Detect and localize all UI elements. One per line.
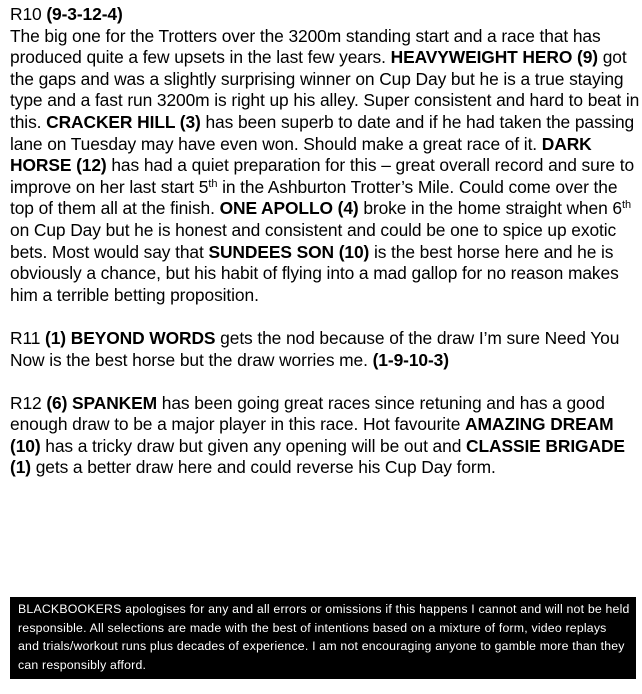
horse-comment: has been going great races since retuning and has a good enough draw to be a major player in this race. Hot favourite [10, 392, 605, 435]
horse-name: SUNDEES SON (10) [208, 241, 370, 262]
ordinal-suffix: th [208, 177, 218, 190]
horse-name: (6) SPANKEM [46, 392, 158, 413]
race-intro: The big one for the Trotters over the 3200m standing start and a race that has produced quite a few upsets in the last few years. [10, 25, 601, 68]
race-picks: (1-9-10-3) [372, 349, 449, 370]
horse-comment: has a tricky draw but given any opening will be out and [45, 435, 462, 456]
horse-comment: has had a quiet preparation for this – great overall record and sure to improve on her last start 5 [10, 155, 635, 197]
horse-comment: has been superb to date and if he had taken the passing lane on Tuesday may have even won. Should make a great race of it. [10, 111, 635, 154]
race-11-section [10, 328, 640, 371]
horse-comment: got the gaps and was a slightly surprising winner on Cup Day but he is a true staying type and a fast run 3200m is right up his alley. Super consistent and hard to beat in this. [10, 47, 640, 132]
horse-comment: on Cup Day but he is honest and consistent and could be one to spice up exotic bets. Most would say that [10, 219, 617, 262]
race-number: R12 [10, 392, 42, 413]
race-picks: (9-3-12-4) [46, 4, 123, 24]
horse-comment: is the best horse here and he is obviously a chance, but his habit of flying into a mad gallop for no reason makes him a terrible betting proposition. [10, 241, 619, 305]
horse-name: CRACKER HILL (3) [46, 111, 201, 132]
race-12-body [10, 393, 640, 479]
horse-comment: gets a better draw here and could reverse his Cup Day form. [35, 457, 496, 478]
race-10-heading [10, 4, 640, 26]
race-10-section [10, 4, 640, 306]
ordinal-suffix: th [622, 199, 631, 212]
horse-comment: in the Ashburton Trotter’s Mile. Could come over the top of them all at the finish. [10, 176, 618, 219]
race-11-body [10, 328, 640, 371]
horse-name: DARK HORSE (12) [10, 133, 592, 176]
horse-comment: gets the nod because of the draw I’m sure Need You Now is the best horse but the draw worries me. [10, 327, 620, 370]
race-preview-document [10, 4, 640, 501]
horse-name: CLASSIE BRIGADE (1) [10, 435, 625, 478]
disclaimer-box: BLACKBOOKERS apologises for any and all errors or omissions if this happens I cannot and will not be held responsible. All selections are made with the best of intentions based on a mixture of form, video replays and trials/workout runs plus decades of experience. I am not encouraging anyone to gamble more than they can responsibly afford. [10, 597, 636, 679]
horse-name: (1) BEYOND WORDS [45, 327, 216, 348]
horse-name: HEAVYWEIGHT HERO (9) [390, 47, 598, 68]
horse-name: AMAZING DREAM (10) [10, 414, 614, 456]
race-10-body [10, 26, 640, 307]
race-number: R10 [10, 4, 42, 24]
race-12-section [10, 393, 640, 479]
horse-name: ONE APOLLO (4) [219, 198, 359, 219]
horse-comment: broke in the home straight when 6 [363, 198, 623, 219]
race-number: R11 [10, 327, 41, 348]
